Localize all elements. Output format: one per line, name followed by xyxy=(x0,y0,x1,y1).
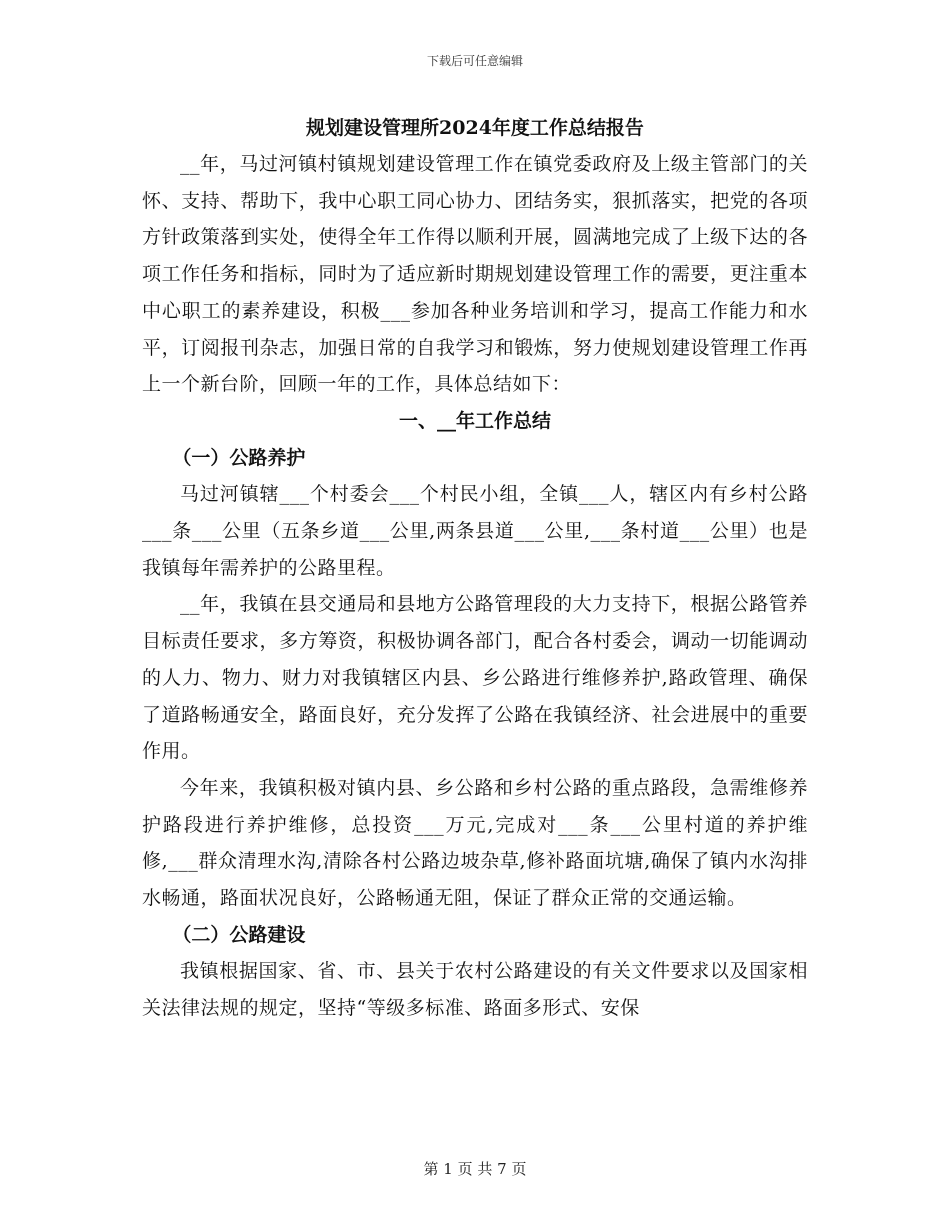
page-header-note: 下载后可任意编辑 xyxy=(426,54,523,68)
sub-heading-road-construction: （二）公路建设 xyxy=(172,923,306,946)
section-heading-1: 一、__年工作总结 xyxy=(398,409,551,432)
paragraph-road-construction-1: 我镇根据国家、省、市、县关于农村公路建设的有关文件要求以及国家相关法律法规的规定，坚持“等级多标准、路面多形式、安保 xyxy=(142,960,808,1020)
sub-heading-road-maintenance: （一）公路养护 xyxy=(172,446,306,469)
paragraph-road-maintenance-1: 马过河镇辖___个村委会___个村民小组，全镇___人，辖区内有乡村公路___条___公里（五条乡道___公里,两条县道___公里,___条村道___公里）也是我镇每年需养护的公路里程。 xyxy=(142,483,808,579)
paragraph-road-maintenance-3: 今年来，我镇积极对镇内县、乡公路和乡村公路的重点路段，急需维修养护路段进行养护维修，总投资___万元,完成对___条___公里村道的养护维修,___群众清理水沟,清除各村公路边坡杂草,修补路面坑塘,确保了镇内水沟排水畅通，路面状况良好，公路畅通无阻，保证了群众正常的交通运输。 xyxy=(142,776,808,910)
document-title: 规划建设管理所2024年度工作总结报告 xyxy=(306,117,644,139)
paragraph-road-maintenance-2: __年，我镇在县交通局和县地方公路管理段的大力支持下，根据公路管养目标责任要求，多方筹资，积极协调各部门，配合各村委会，调动一切能调动的人力、物力、财力对我镇辖区内县、乡公路进行维修养护,路政管理、确保了道路畅通安全，路面良好，充分发挥了公路在我镇经济、社会进展中的重要作用。 xyxy=(142,593,808,763)
document-body xyxy=(142,110,808,1027)
page-number: 第 1 页 共 7 页 xyxy=(423,1160,527,1178)
intro-paragraph: __年，马过河镇村镇规划建设管理工作在镇党委政府及上级主管部门的关怀、支持、帮助下，我中心职工同心协力、团结务实，狠抓落实，把党的各项方针政策落到实处，使得全年工作得以顺利开展，圆满地完成了上级下达的各项工作任务和指标，同时为了适应新时期规划建设管理工作的需要，更注重本中心职工的素养建设，积极___参加各种业务培训和学习，提高工作能力和水平，订阅报刊杂志，加强日常的自我学习和锻炼，努力使规划建设管理工作再上一个新台阶，回顾一年的工作，具体总结如下： xyxy=(142,153,808,396)
